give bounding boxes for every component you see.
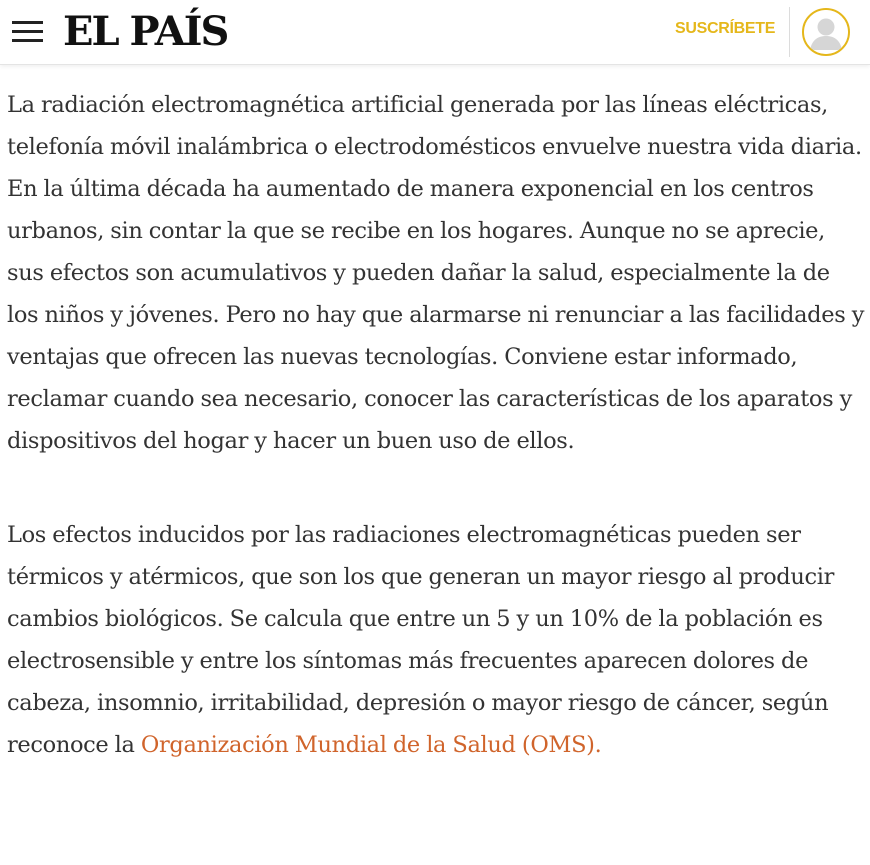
header-divider xyxy=(789,7,790,57)
hamburger-menu-icon[interactable] xyxy=(10,17,44,47)
article-body xyxy=(7,84,865,818)
menu-bar xyxy=(12,39,43,42)
article-paragraph xyxy=(7,514,865,766)
menu-bar xyxy=(12,21,43,24)
oms-link[interactable]: Organización Mundial de la Salud (OMS). xyxy=(140,732,602,758)
user-silhouette-icon xyxy=(804,10,848,54)
subscribe-button[interactable]: SUSCRÍBETE xyxy=(675,20,776,37)
user-avatar-icon[interactable] xyxy=(802,8,850,56)
paragraph-text: Los efectos inducidos por las radiaciones electromagnéticas pueden ser térmicos y atérmicos, que son los que generan un mayor riesgo al producir cambios biológicos. Se calcula que entre un 5 y un 10% de la población es electrosensible y entre los síntomas más frecuentes aparecen dolores de cabeza, insomnio, irritabilidad, depresión o mayor riesgo de cáncer, según reconoce la xyxy=(7,522,834,758)
menu-bar xyxy=(12,30,43,33)
article-paragraph: La radiación electromagnética artificial generada por las líneas eléctricas, telefonía móvil inalámbrica o electrodomésticos envuelve nuestra vida diaria. En la última década ha aumentado de manera exponencial en los centros urbanos, sin contar la que se recibe en los hogares. Aunque no se aprecie, sus efectos son acumulativos y pueden dañar la salud, especialmente la de los niños y jóvenes. Pero no hay que alarmarse ni renunciar a las facilidades y ventajas que ofrecen las nuevas tecnologías. Conviene estar informado, reclamar cuando sea necesario, conocer las características de los aparatos y dispositivos del hogar y hacer un buen uso de ellos. xyxy=(7,92,865,454)
site-logo[interactable]: EL PAÍS xyxy=(63,8,228,55)
site-header xyxy=(0,0,870,65)
